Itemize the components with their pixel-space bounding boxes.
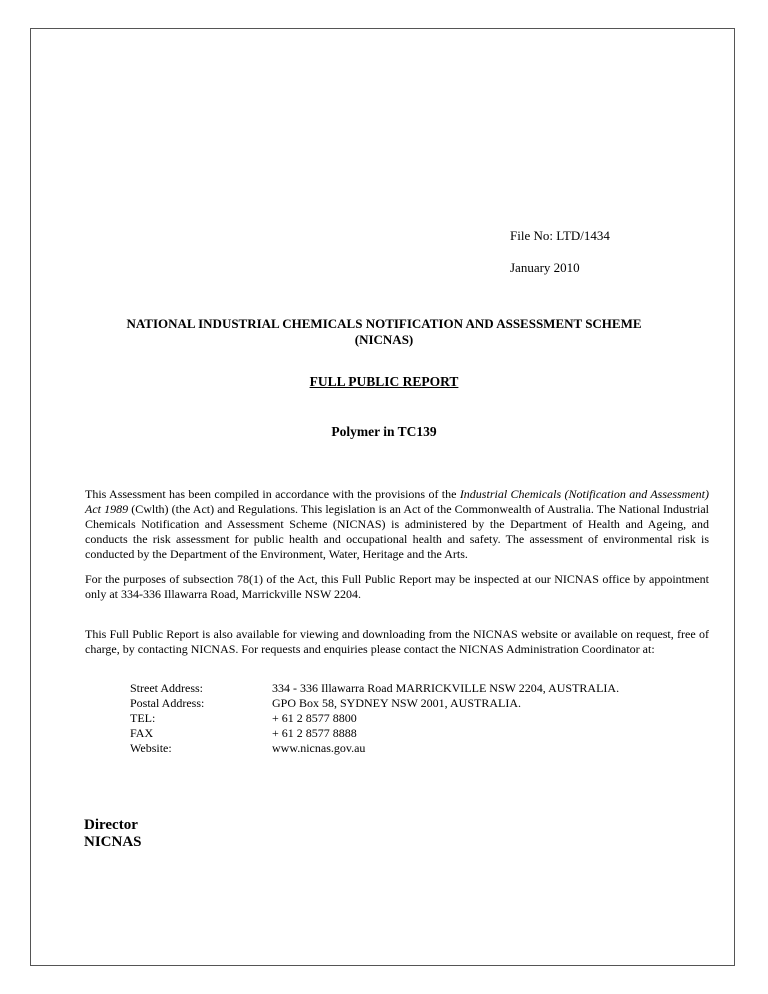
signature-title: Director (84, 817, 138, 833)
contact-row-street (130, 681, 619, 696)
contact-label: TEL: (130, 711, 156, 725)
contact-details (130, 681, 619, 756)
availability-paragraph: This Full Public Report is also available for viewing and downloading from the NICNAS website or available on request, free of charge, by contacting NICNAS. For requests and enquiries please contact the NICNAS Administration Coordinator at: (85, 627, 709, 656)
contact-row-fax (130, 726, 619, 741)
contact-value: www.nicnas.gov.au (272, 741, 366, 755)
polymer-title: Polymer in TC139 (331, 424, 437, 439)
contact-row-website (130, 741, 619, 756)
contact-label: Website: (130, 741, 172, 755)
assessment-text-pre: This Assessment has been compiled in accordance with the provisions of the (85, 487, 460, 501)
signature-org: NICNAS (84, 834, 142, 850)
signature-block (84, 817, 142, 851)
file-number: File No: LTD/1434 (510, 228, 610, 243)
contact-value: + 61 2 8577 8888 (272, 726, 357, 740)
assessment-paragraph (85, 487, 709, 562)
inspection-paragraph: For the purposes of subsection 78(1) of the Act, this Full Public Report may be inspected at our NICNAS office by appointment only at 334-336 Illawarra Road, Marrickville NSW 2204. (85, 572, 709, 601)
scheme-title (60, 316, 708, 348)
scheme-title-line1: NATIONAL INDUSTRIAL CHEMICALS NOTIFICATION AND ASSESSMENT SCHEME (126, 316, 642, 331)
contact-row-postal (130, 696, 619, 711)
contact-label: FAX (130, 726, 154, 740)
assessment-text-post: (Cwlth) (the Act) and Regulations. This legislation is an Act of the Commonwealth of Australia. The National Industrial Chemicals Notification and Assessment Scheme (NICNAS) is administered by the Department of Health and Ageing, and conducts the risk assessment for public health and occupational health and safety. The assessment of environmental risk is conducted by the Department of the Environment, Water, Heritage and the Arts. (85, 502, 709, 561)
contact-value: 334 - 336 Illawarra Road MARRICKVILLE NSW 2204, AUSTRALIA. (272, 681, 620, 695)
scheme-title-line2: (NICNAS) (354, 332, 414, 347)
contact-label: Postal Address: (130, 696, 205, 710)
report-title: FULL PUBLIC REPORT (309, 374, 459, 389)
contact-label: Street Address: (130, 681, 203, 695)
file-date: January 2010 (510, 260, 580, 275)
contact-value: GPO Box 58, SYDNEY NSW 2001, AUSTRALIA. (272, 696, 522, 710)
contact-value: + 61 2 8577 8800 (272, 711, 357, 725)
act-name: Industrial Chemicals (Notification and Assessment) Act 1989 (85, 487, 709, 516)
contact-row-tel (130, 711, 619, 726)
